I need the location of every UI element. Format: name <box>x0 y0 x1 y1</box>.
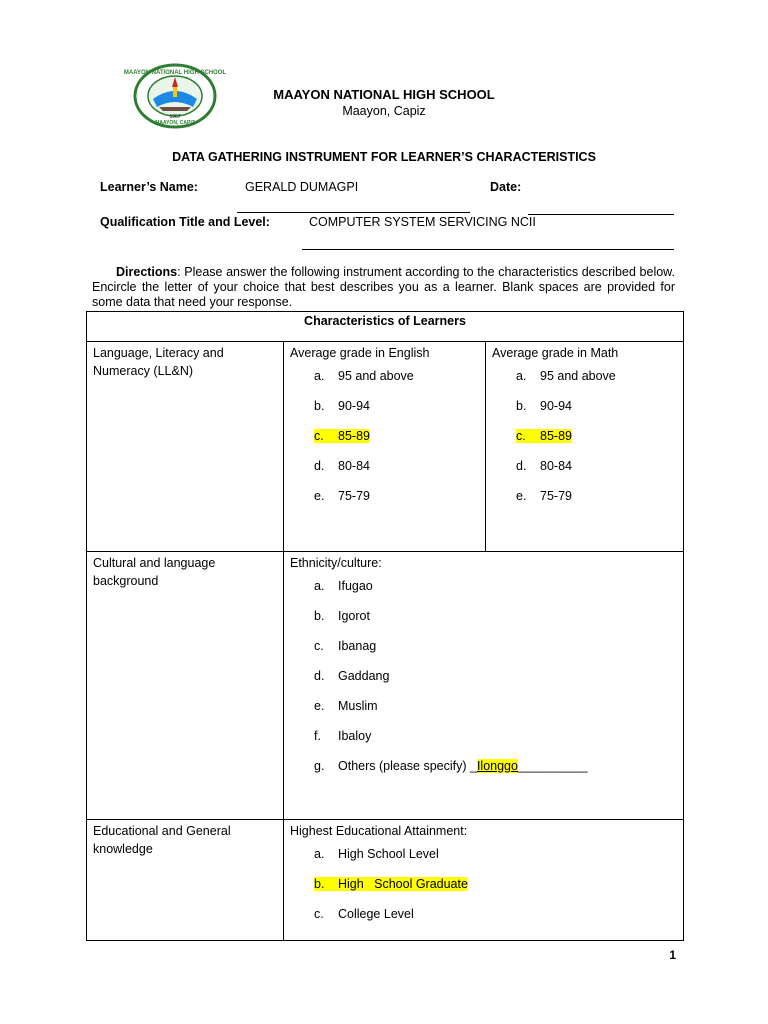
options-list <box>290 576 677 786</box>
learner-name-label: Learner’s Name: <box>100 180 198 194</box>
category-cell: Cultural and language background <box>87 552 284 820</box>
option-a[interactable]: a. 95 and above <box>516 369 616 383</box>
option-e[interactable]: e. 75-79 <box>516 489 572 503</box>
option-a[interactable]: a. Ifugao <box>314 579 373 593</box>
table-header-row <box>87 312 684 342</box>
date-underline <box>528 214 674 215</box>
logo-text-bottom: MAAYON, CAPIZ <box>155 120 195 126</box>
question-cell-english <box>284 342 486 552</box>
options-list <box>492 366 677 516</box>
option-a[interactable]: a. High School Level <box>314 847 439 861</box>
option-b[interactable]: b. Igorot <box>314 609 370 623</box>
document-title: DATA GATHERING INSTRUMENT FOR LEARNER’S CHARACTERISTICS <box>172 150 596 164</box>
option-d[interactable]: d. Gaddang <box>314 669 390 683</box>
category-cell: Language, Literacy and Numeracy (LL&N) <box>87 342 284 552</box>
options-list <box>290 844 677 934</box>
option-a[interactable]: a. 95 and above <box>314 369 414 383</box>
qualification-underline <box>302 249 674 250</box>
option-d[interactable]: d. 80-84 <box>314 459 370 473</box>
category-cell: Educational and General knowledge <box>87 820 284 941</box>
table-row <box>87 552 684 820</box>
option-g-others[interactable]: g. Others (please specify) _Ilonggo__________ <box>314 759 588 773</box>
question-prompt: Highest Educational Attainment: <box>290 824 468 838</box>
option-c[interactable]: c. Ibanag <box>314 639 377 653</box>
option-b[interactable]: b. 90-94 <box>516 399 572 413</box>
question-prompt: Average grade in English <box>290 346 430 360</box>
option-c-selected[interactable]: c. 85-89 <box>516 429 572 443</box>
option-c-selected[interactable]: c. 85-89 <box>314 429 370 443</box>
table-heading: Characteristics of Learners <box>87 312 684 342</box>
option-d[interactable]: d. 80-84 <box>516 459 572 473</box>
option-b[interactable]: b. 90-94 <box>314 399 370 413</box>
option-e[interactable]: e. 75-79 <box>314 489 370 503</box>
directions <box>92 265 675 310</box>
question-prompt: Average grade in Math <box>492 346 619 360</box>
learner-name-value[interactable]: GERALD DUMAGPI <box>245 180 359 194</box>
directions-text: : Please answer the following instrument according to the characteristics described below. Encircle the letter of your choice that best describes you as a learner. Blank spaces are provided for some data that need your response. <box>92 265 675 309</box>
options-list <box>290 366 479 516</box>
option-c[interactable]: c. College Level <box>314 907 414 921</box>
question-cell-ethnicity <box>284 552 684 820</box>
date-label: Date: <box>490 180 522 194</box>
others-answer[interactable]: Ilonggo <box>476 759 518 773</box>
logo-text-top: MAAYON NATIONAL HIGH SCHOOL <box>123 70 227 76</box>
question-cell-education <box>284 820 684 941</box>
page-number: 1 <box>669 948 676 962</box>
option-e[interactable]: e. Muslim <box>314 699 378 713</box>
school-location: Maayon, Capiz <box>342 104 426 118</box>
logo-year: 1967 <box>169 114 181 120</box>
table-row <box>87 820 684 941</box>
directions-label: Directions <box>116 265 178 279</box>
qualification-value[interactable]: COMPUTER SYSTEM SERVICING NCII <box>309 215 536 229</box>
learner-name-underline <box>237 212 470 213</box>
qualification-label: Qualification Title and Level: <box>100 215 270 229</box>
question-cell-math <box>486 342 684 552</box>
option-f[interactable]: f. Ibaloy <box>314 729 372 743</box>
characteristics-table <box>86 311 684 941</box>
question-prompt: Ethnicity/culture: <box>290 556 382 570</box>
school-name: MAAYON NATIONAL HIGH SCHOOL <box>273 87 495 102</box>
table-row <box>87 342 684 552</box>
option-b-selected[interactable]: b. High School Graduate <box>314 877 468 891</box>
